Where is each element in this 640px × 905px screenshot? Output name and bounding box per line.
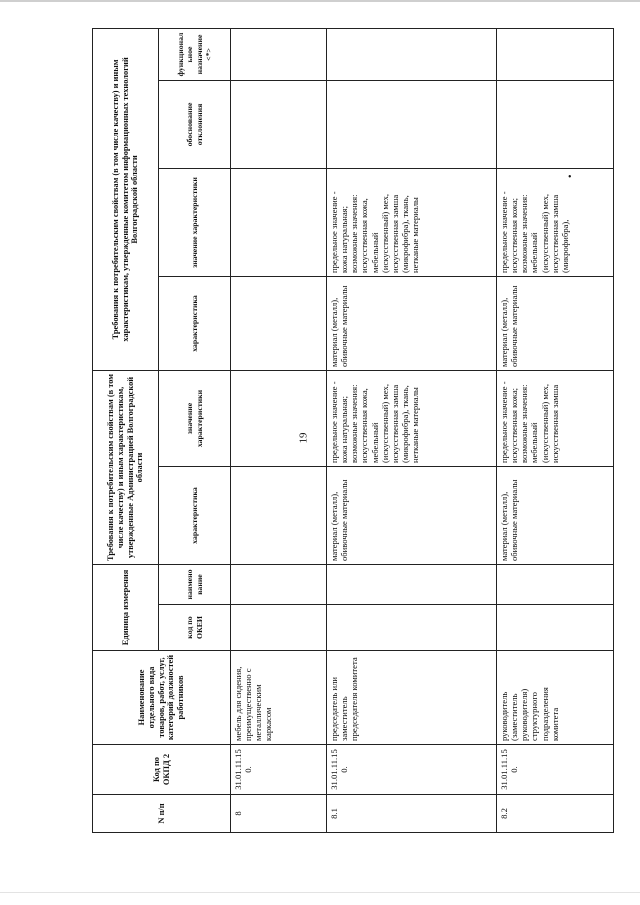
- page-number: 19: [297, 432, 310, 444]
- table-row: [327, 28, 497, 832]
- row-admin-char: материал (металл), обивочные материалы: [497, 467, 614, 565]
- row-justification: [497, 80, 614, 168]
- header-admin-char: характеристика: [159, 467, 231, 565]
- header-row-1: [93, 28, 159, 832]
- row-justification: [231, 80, 327, 168]
- row-committee-value: [231, 168, 327, 276]
- row-okpd: 31.01.11.150.: [327, 745, 497, 795]
- row-unit-name: [231, 565, 327, 605]
- row-admin-char: материал (металл), обивочные материалы: [327, 467, 497, 565]
- table-row: [231, 28, 327, 832]
- header-admin-value: значение характеристики: [159, 370, 231, 466]
- row-admin-char: [231, 467, 327, 565]
- header-n: N п/п: [93, 795, 231, 833]
- header-req-committee: [93, 28, 159, 370]
- table-row: [497, 28, 614, 832]
- row-unit-code: [497, 605, 614, 651]
- row-purpose: [327, 28, 497, 80]
- header-justification: обоснование отклонения: [159, 80, 231, 168]
- header-req-admin: Требования к потребительским свойствам (в том числе качеству) и иным характеристикам, утвержденные Администрацией Волгоградской области: [93, 370, 159, 564]
- row-okpd: 31.01.11.150.: [497, 745, 614, 795]
- row-okpd: 31.01.11.150.: [231, 745, 327, 795]
- header-okpd: Код по ОКПД 2: [93, 745, 231, 795]
- header-unit: Единица измерения: [93, 565, 159, 651]
- row-n: 8.1: [327, 795, 497, 833]
- requirements-table: [92, 28, 614, 833]
- rotated-table-wrapper: [92, 29, 613, 833]
- row-purpose: [497, 28, 614, 80]
- row-committee-char: [231, 276, 327, 370]
- row-committee-value: предельное значение - кожа натуральная; возможные значения: искусственная кожа, мебельный (искусственный) мех, искусственная замша (микрофибра), ткань, нетканые материалы: [327, 168, 497, 276]
- stray-mark: •: [568, 172, 572, 183]
- row-unit-code: [327, 605, 497, 651]
- row-n: 8.2: [497, 795, 614, 833]
- row-justification: [327, 80, 497, 168]
- row-admin-value: предельное значение - искусственная кожа; возможные значения: мебельный (искусственный) мех, искусственная замша: [497, 370, 614, 466]
- header-purpose: функциональное назначение <*>: [159, 28, 231, 80]
- scan-edge-top: [0, 0, 640, 2]
- row-purpose: [231, 28, 327, 80]
- row-name: председатель или заместитель председателя комитета: [327, 651, 497, 745]
- row-admin-value: предельное значение - кожа натуральная; возможные значения: искусственная кожа, мебельный (искусственный) мех, искусственная замша (микрофибра), ткань, нетканые материалы: [327, 370, 497, 466]
- header-unit-name: наименование: [159, 565, 231, 605]
- row-committee-char: материал (металл), обивочные материалы: [497, 276, 614, 370]
- scan-edge-bottom: [0, 892, 640, 893]
- header-committee-char: характеристика: [159, 276, 231, 370]
- header-req-committee-text: Требования к потребительским свойствам (в том числе качеству) и иным характеристикам, утвержденные комитетом информационных технологий Волгоградской области: [110, 57, 140, 342]
- row-unit-name: [497, 565, 614, 605]
- row-name: мебель для сидения, преимущественно с металлическим каркасом: [231, 651, 327, 745]
- row-unit-code: [231, 605, 327, 651]
- row-committee-value: предельное значение - искусственная кожа; возможные значения: мебельный (искусственный) мех, искусственная замша (микрофибра),: [497, 168, 614, 276]
- row-n: 8: [231, 795, 327, 833]
- header-unit-code: код по ОКЕИ: [159, 605, 231, 651]
- row-committee-char: материал (металл), обивочные материалы: [327, 276, 497, 370]
- row-name: руководитель (заместитель руководителя) структурного подразделения комитета: [497, 651, 614, 745]
- row-admin-value: [231, 370, 327, 466]
- row-unit-name: [327, 565, 497, 605]
- header-committee-value: значение характеристики: [159, 168, 231, 276]
- header-name: Наименование отдельного вида товаров, работ, услуг, категорий должностей работников: [93, 651, 231, 745]
